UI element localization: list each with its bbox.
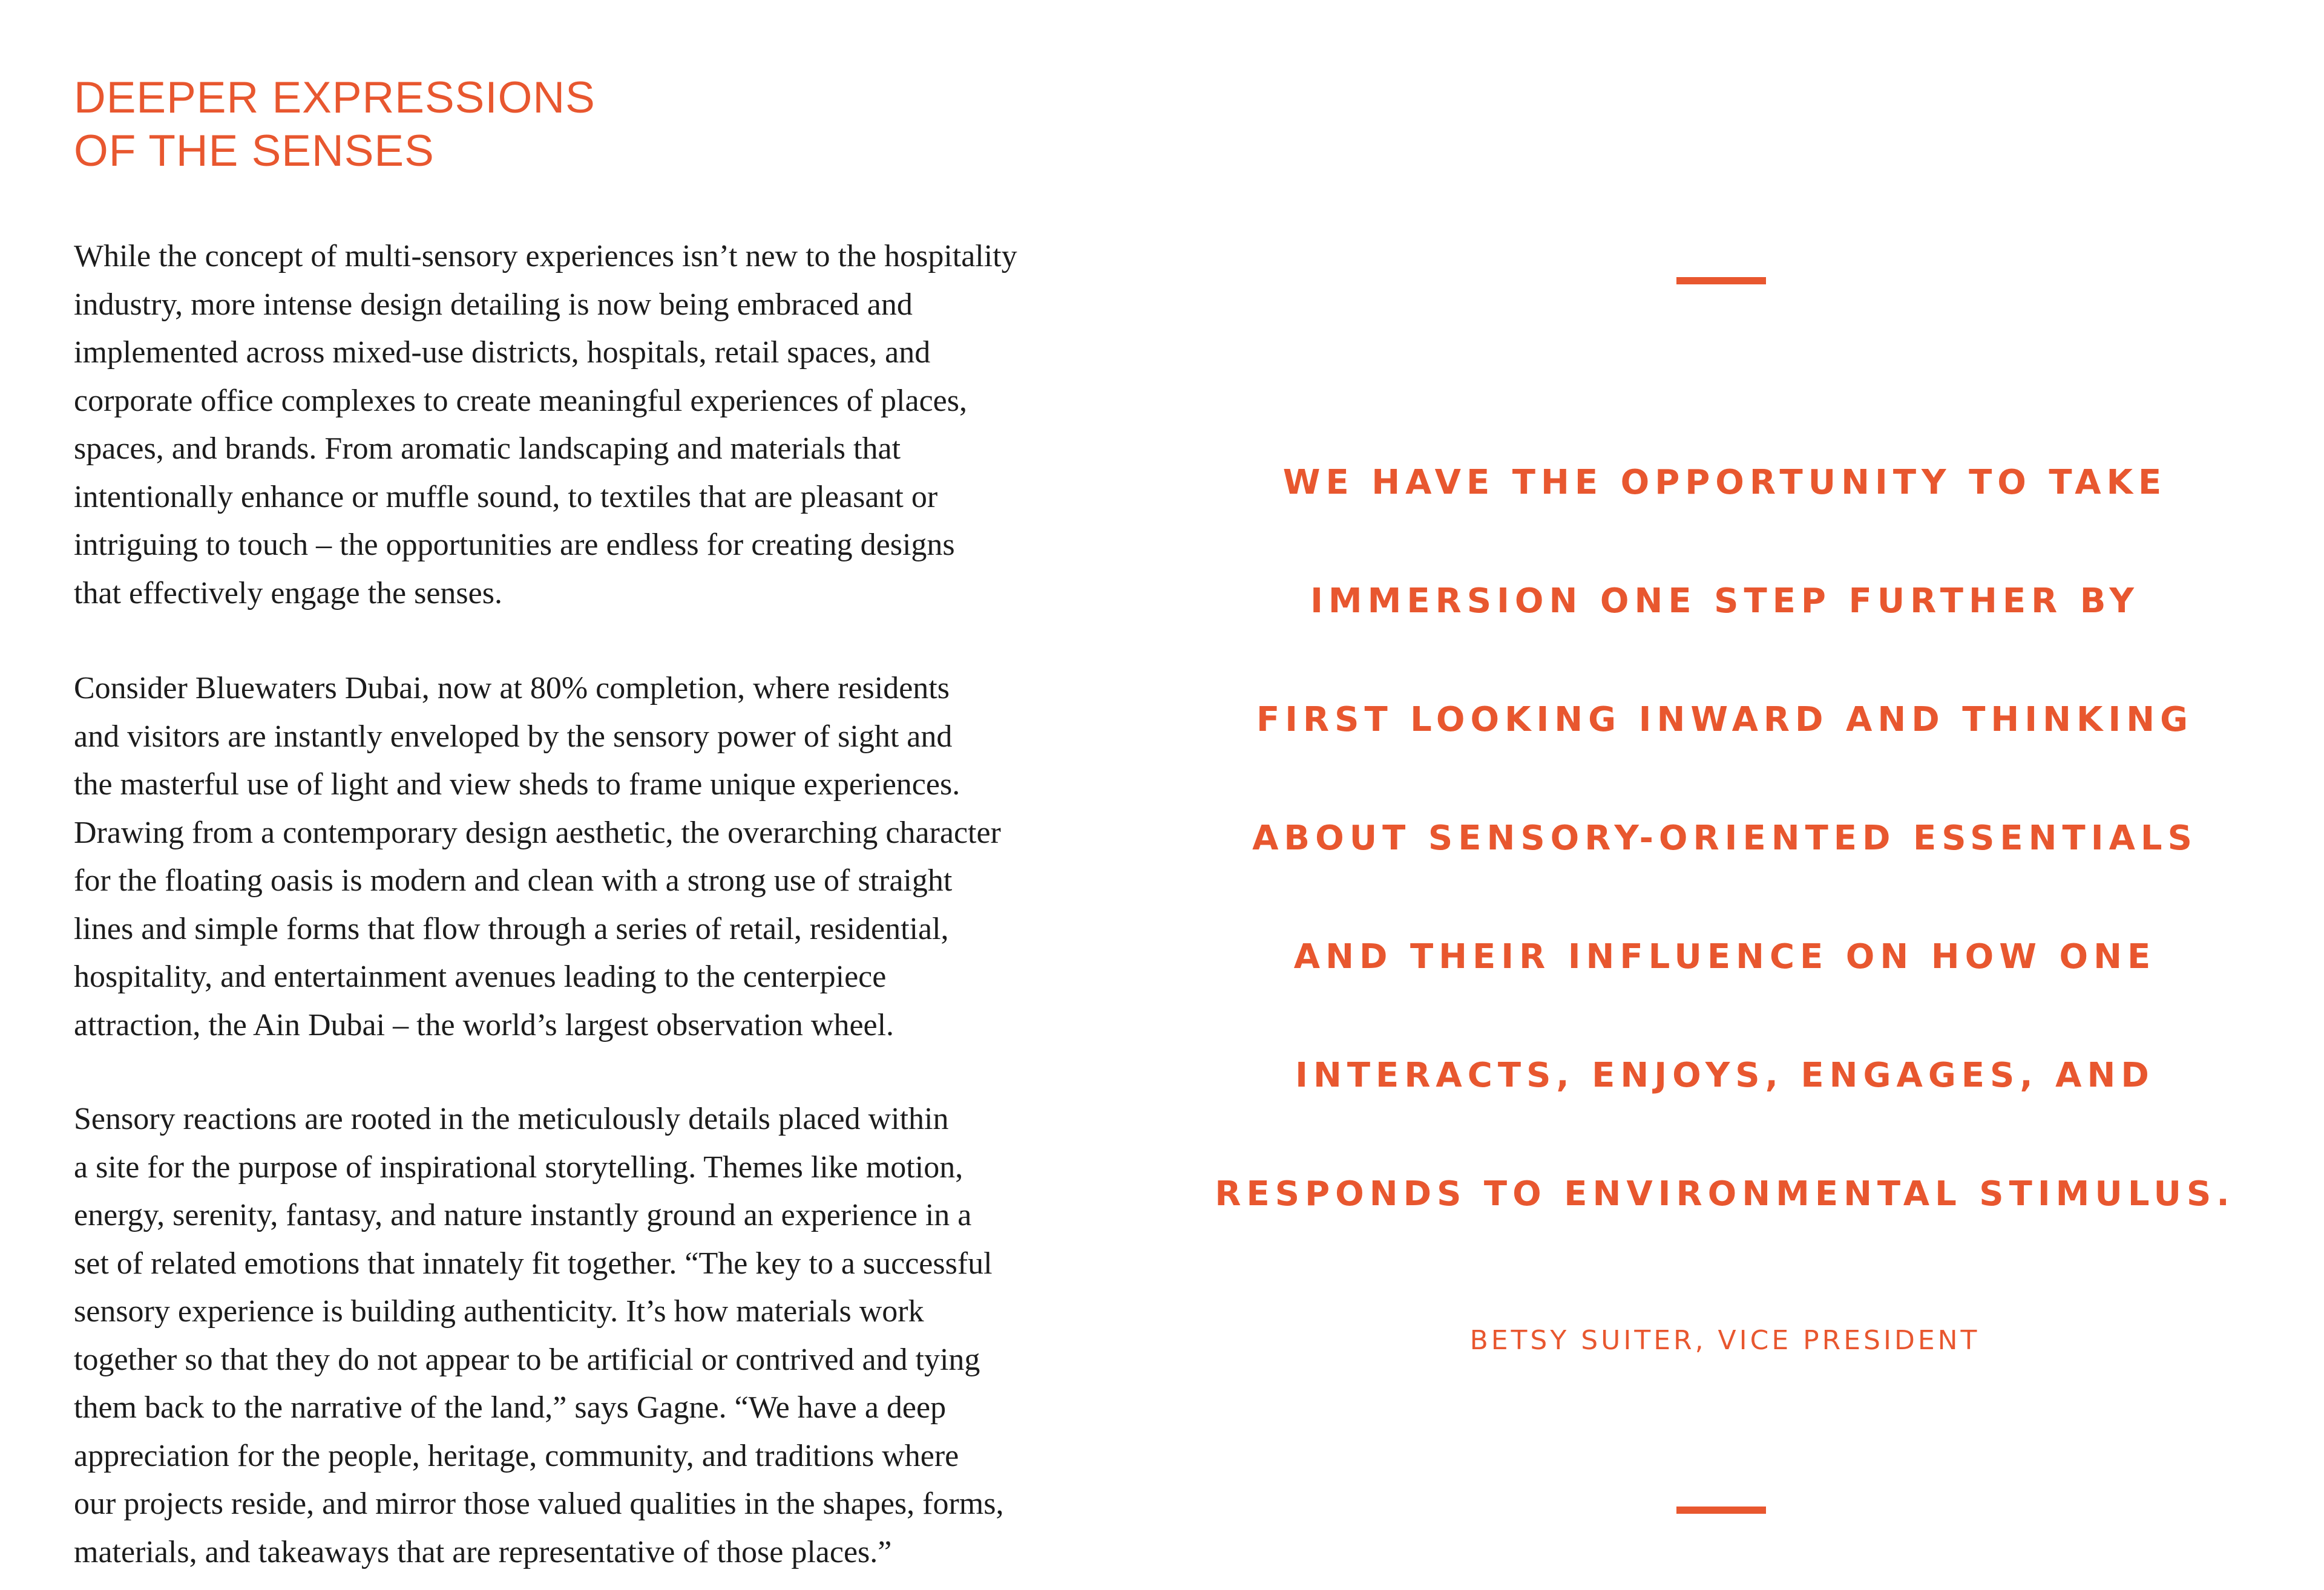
body-paragraph (74, 1095, 1139, 1576)
text-line: corporate office complexes to create meaningful experiences of places, (74, 383, 967, 418)
pull-quote (1162, 424, 2288, 1254)
text-line: set of related emotions that innately fit together. “The key to a successful (74, 1246, 993, 1281)
body-paragraph (74, 664, 1139, 1049)
text-line: spaces, and brands. From aromatic landscaping and materials that (74, 431, 901, 466)
text-line: for the floating oasis is modern and clean with a strong use of straight (74, 863, 953, 898)
text-line: While the concept of multi-sensory experiences isn’t new to the hospitality (74, 239, 1017, 273)
pull-quote-line: INTERACTS, ENJOYS, ENGAGES, AND (1295, 1056, 2155, 1095)
pull-quote-line: FIRST LOOKING INWARD AND THINKING (1256, 700, 2194, 739)
pull-quote-line: ABOUT SENSORY-ORIENTED ESSENTIALS (1252, 819, 2198, 858)
text-line: and visitors are instantly enveloped by the sensory power of sight and (74, 719, 953, 754)
text-line: attraction, the Ain Dubai – the world’s largest observation wheel. (74, 1007, 894, 1042)
pull-quote-line: AND THEIR INFLUENCE ON HOW ONE (1293, 937, 2156, 977)
accent-rule-top (1676, 277, 1766, 284)
text-line: sensory experience is building authenticity. It’s how materials work (74, 1294, 924, 1329)
text-line: appreciation for the people, heritage, community, and traditions where (74, 1438, 959, 1473)
pull-quote-line: IMMERSION ONE STEP FURTHER BY (1310, 581, 2139, 621)
quote-attribution: BETSY SUITER, VICE PRESIDENT (1469, 1325, 1980, 1356)
text-line: intentionally enhance or muffle sound, to textiles that are pleasant or (74, 479, 938, 514)
text-line: our projects reside, and mirror those valued qualities in the shapes, forms, (74, 1487, 1004, 1521)
pull-quote-line: WE HAVE THE OPPORTUNITY TO TAKE (1282, 463, 2167, 502)
text-line: Sensory reactions are rooted in the meticulously details placed within (74, 1102, 949, 1136)
page-title-line: DEEPER EXPRESSIONS (74, 73, 596, 122)
text-line: together so that they do not appear to be artificial or contrived and tying (74, 1342, 980, 1377)
page-title (74, 71, 596, 178)
text-line: Drawing from a contemporary design aesthetic, the overarching character (74, 815, 1001, 850)
text-line: materials, and takeaways that are representative of those places.” (74, 1534, 892, 1569)
body-paragraph (74, 232, 1139, 617)
text-line: a site for the purpose of inspirational storytelling. Themes like motion, (74, 1150, 963, 1185)
text-line: Consider Bluewaters Dubai, now at 80% completion, where residents (74, 671, 950, 705)
text-line: energy, serenity, fantasy, and nature instantly ground an experience in a (74, 1198, 972, 1232)
text-line: industry, more intense design detailing is now being embraced and (74, 287, 913, 322)
accent-rule-bottom (1676, 1507, 1766, 1514)
text-line: lines and simple forms that flow through a series of retail, residential, (74, 911, 949, 946)
pull-quote-line: RESPONDS TO ENVIRONMENTAL STIMULUS. (1215, 1174, 2235, 1214)
text-line: intriguing to touch – the opportunities are endless for creating designs (74, 528, 955, 562)
text-line: that effectively engage the senses. (74, 575, 502, 610)
text-line: hospitality, and entertainment avenues leading to the centerpiece (74, 960, 887, 994)
text-line: the masterful use of light and view sheds to frame unique experiences. (74, 767, 960, 802)
page-title-line: OF THE SENSES (74, 126, 435, 175)
text-line: them back to the narrative of the land,” says Gagne. “We have a deep (74, 1390, 947, 1425)
text-line: implemented across mixed-use districts, hospitals, retail spaces, and (74, 335, 931, 370)
